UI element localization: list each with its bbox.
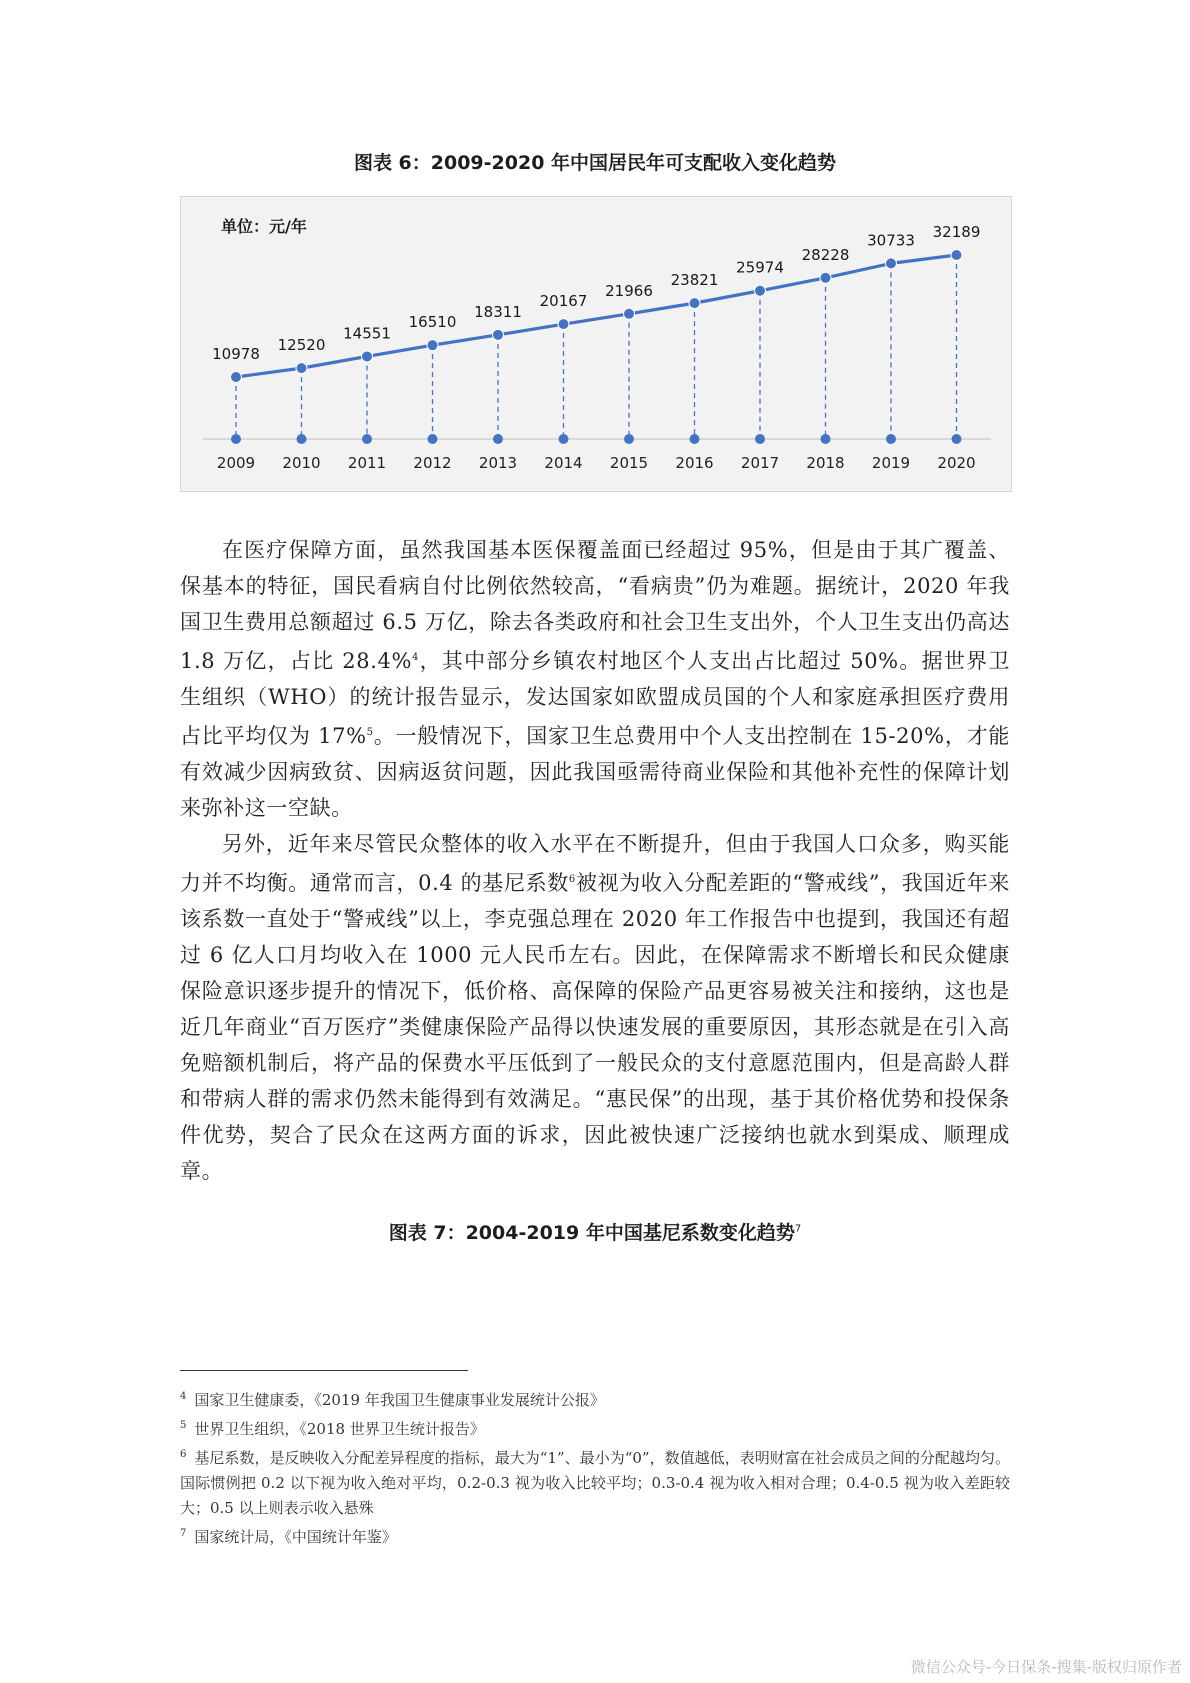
data-label: 28228 (801, 245, 850, 264)
footnote-ref-4: 4 (412, 652, 419, 663)
data-point (886, 258, 897, 269)
data-point (820, 272, 831, 283)
income-line-chart (180, 196, 1012, 492)
data-point (231, 372, 242, 383)
data-label: 16510 (408, 313, 457, 332)
data-point (755, 285, 766, 296)
footnote-5: $^5$ 世界卫生组织，《2018 世界卫生统计报告》 (180, 1420, 485, 1438)
axis-marker (755, 434, 765, 444)
axis-marker (952, 434, 962, 444)
footnote-ref-5: 5 (366, 727, 374, 738)
x-tick-label: 2016 (675, 454, 714, 472)
x-tick-label: 2018 (806, 454, 845, 472)
axis-marker (231, 434, 241, 444)
body-text (180, 532, 1010, 1189)
axis-marker (886, 434, 896, 444)
data-point (951, 250, 962, 261)
axis-marker (493, 434, 503, 444)
figure-6-title: 图表 6：2009-2020 年中国居民年可支配收入变化趋势 (353, 152, 837, 174)
figure-7-title: 图表 7：2004-2019 年中国基尼系数变化趋势$^7$ (388, 1222, 802, 1244)
data-point (362, 351, 373, 362)
data-point (427, 340, 438, 351)
paragraph-income-gap: 另外，近年来尽管民众整体的收入水平在不断提升，但由于我国人口众多，购买能力并不均衡。通常而言，0.4 的基尼系数$^6$被视为收入分配差距的“警戒线”，我国近年来该系数一直处于“警戒线”以上，李克强总理在 2020 年工作报告中也提到，我国还有超过 6 亿人口月均收入在 1000 元人民币左右。因此，在保障需求不断增长和民众健康保险意识逐步提升的情况下，低价格、高保障的保险产品更容易被关注和接纳，这也是近几年商业“百万医疗”类健康保险产品得以快速发展的重要原因，其形态就是在引入高免赔额机制后，将产品的保费水平压低到了一般民众的支付意愿范围内，但是高龄人群和带病人群的需求仍然未能得到有效满足。“惠民保”的出现，基于其价格优势和投保条件优势，契合了民众在这两方面的诉求，因此被快速广泛接纳也就水到渠成、顺理成章。 (180, 832, 1010, 1183)
x-tick-label: 2015 (609, 454, 649, 472)
x-tick-label: 2011 (347, 454, 387, 472)
x-tick-label: 2017 (740, 454, 780, 472)
axis-marker (821, 434, 831, 444)
footnote-ref-7: 7 (794, 1223, 802, 1235)
data-label: 21966 (605, 281, 653, 300)
x-tick-label: 2014 (544, 454, 583, 472)
data-point (558, 319, 569, 330)
footnote-divider (180, 1370, 468, 1371)
x-tick-label: 2010 (282, 454, 321, 472)
data-label: 20167 (539, 292, 588, 311)
watermark: 微信公众号-今日保条-搜集-版权归原作者 (910, 1658, 1182, 1676)
axis-marker (559, 434, 569, 444)
data-point (624, 308, 635, 319)
data-label: 25974 (736, 258, 784, 277)
footnotes (180, 1384, 1010, 1550)
axis-marker (690, 434, 700, 444)
x-tick-label: 2019 (871, 454, 911, 472)
data-label: 18311 (474, 302, 522, 321)
data-label: 10978 (212, 345, 260, 363)
axis-marker (428, 434, 438, 444)
x-tick-label: 2012 (413, 454, 452, 472)
data-label: 30733 (867, 231, 915, 250)
axis-marker (362, 434, 372, 444)
data-label: 32189 (932, 223, 981, 241)
data-point (493, 329, 504, 340)
footnote-7: $^7$ 国家统计局，《中国统计年鉴》 (180, 1528, 397, 1546)
footnote-4: $^4$ 国家卫生健康委，《2019 年我国卫生健康事业发展统计公报》 (180, 1391, 605, 1409)
series-line (236, 255, 957, 377)
axis-marker (297, 434, 307, 444)
x-tick-label: 2020 (937, 454, 976, 472)
data-label: 12520 (277, 336, 326, 355)
x-tick-label: 2013 (478, 454, 518, 472)
axis-marker (624, 434, 634, 444)
data-point (296, 363, 307, 374)
paragraph-medical-security: 在医疗保障方面，虽然我国基本医保覆盖面已经超过 95%，但是由于其广覆盖、保基本的特征，国民看病自付比例依然较高，“看病贵”仍为难题。据统计，2020 年我国卫生费用总额超过 6.5 万亿，除去各类政府和社会卫生支出外，个人卫生支出仍高达 1.8 万亿，占比 28.4%$^4$，其中部分乡镇农村地区个人支出占比超过 50%。据世界卫生组织（WHO）的统计报告显示，发达国家如欧盟成员国的个人和家庭承担医疗费用占比平均仅为 17%$^5$。一般情况下，国家卫生总费用中个人支出控制在 15-20%，才能有效减少因病致贫、因病返贫问题，因此我国亟需待商业保险和其他补充性的保障计划来弥补这一空缺。 (180, 538, 1010, 820)
footnote-ref-6: 6 (568, 874, 576, 885)
footnote-6: $^6$ 基尼系数，是反映收入分配差异程度的指标，最大为“1”、最小为“0”，数值越低，表明财富在社会成员之间的分配越均匀。国际惯例把 0.2 以下视为收入绝对平均，0.2-0.3 视为收入比较平均；0.3-0.4 视为收入相对合理；0.4-0.5 视为收入差距较大；0.5 以上则表示收入悬殊 (180, 1449, 1010, 1517)
chart-canvas (181, 197, 1013, 493)
data-label: 23821 (670, 271, 719, 290)
data-point (689, 298, 700, 309)
data-label: 14551 (343, 324, 391, 343)
chart-unit-label: 单位：元/年 (221, 217, 307, 236)
x-tick-label: 2009 (216, 454, 256, 472)
